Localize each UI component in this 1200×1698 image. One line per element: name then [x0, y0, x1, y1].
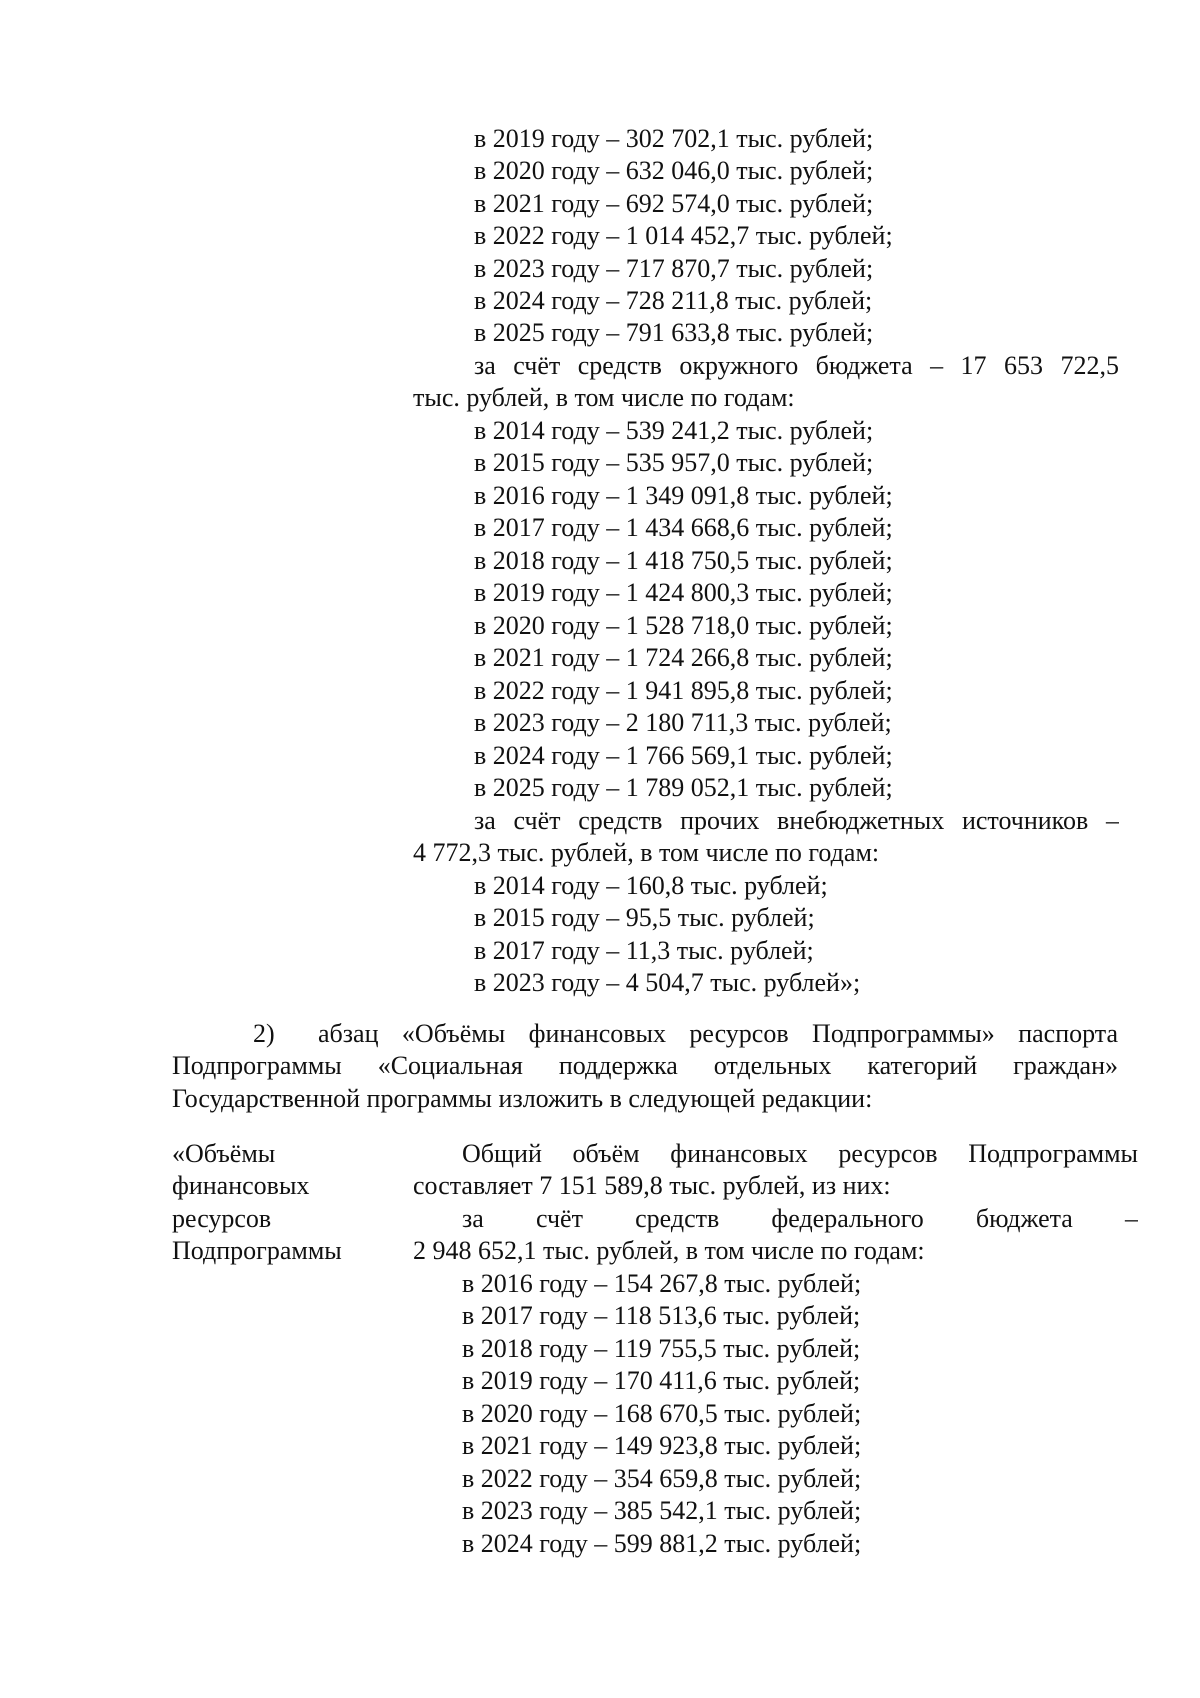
paragraph2-line2: Подпрограммы «Социальная поддержка отдельных категорий граждан»	[172, 1051, 1118, 1080]
year-line: в 2025 году – 1 789 052,1 тыс. рублей;	[474, 773, 893, 802]
year-line: в 2022 году – 354 659,8 тыс. рублей;	[462, 1464, 862, 1493]
year-line: в 2022 году – 1 941 895,8 тыс. рублей;	[474, 676, 893, 705]
year-line: в 2017 году – 118 513,6 тыс. рублей;	[462, 1301, 861, 1330]
year-line: в 2023 году – 385 542,1 тыс. рублей;	[462, 1496, 862, 1525]
year-line: в 2018 году – 119 755,5 тыс. рублей;	[462, 1334, 861, 1363]
year-line: в 2016 году – 154 267,8 тыс. рублей;	[462, 1269, 862, 1298]
year-line: в 2014 году – 160,8 тыс. рублей;	[474, 871, 828, 900]
year-line: в 2022 году – 1 014 452,7 тыс. рублей;	[474, 221, 893, 250]
year-line: в 2019 году – 1 424 800,3 тыс. рублей;	[474, 578, 893, 607]
year-line: в 2019 году – 170 411,6 тыс. рублей;	[462, 1366, 861, 1395]
year-line: в 2024 году – 728 211,8 тыс. рублей;	[474, 286, 873, 315]
total-volume-line2: составляет 7 151 589,8 тыс. рублей, из них:	[413, 1171, 891, 1200]
year-line: в 2016 году – 1 349 091,8 тыс. рублей;	[474, 481, 893, 510]
year-line: в 2015 году – 95,5 тыс. рублей;	[474, 903, 815, 932]
year-line: в 2015 году – 535 957,0 тыс. рублей;	[474, 448, 874, 477]
year-line: в 2020 году – 168 670,5 тыс. рублей;	[462, 1399, 862, 1428]
year-line: в 2020 году – 1 528 718,0 тыс. рублей;	[474, 611, 893, 640]
year-line: в 2023 году – 717 870,7 тыс. рублей;	[474, 254, 874, 283]
year-line: в 2021 году – 692 574,0 тыс. рублей;	[474, 189, 874, 218]
extra-budget-intro: за счёт средств прочих внебюджетных источников –	[474, 806, 1119, 835]
extra-budget-intro-cont: 4 772,3 тыс. рублей, в том числе по годам:	[413, 838, 880, 867]
year-line: в 2019 году – 302 702,1 тыс. рублей;	[474, 124, 874, 153]
year-line: в 2024 году – 1 766 569,1 тыс. рублей;	[474, 741, 893, 770]
year-line: в 2025 году – 791 633,8 тыс. рублей;	[474, 318, 874, 347]
year-line: в 2023 году – 2 180 711,3 тыс. рублей;	[474, 708, 892, 737]
year-line: в 2023 году – 4 504,7 тыс. рублей»;	[474, 968, 861, 997]
okr-budget-intro: за счёт средств окружного бюджета – 17 653 722,5	[474, 351, 1119, 380]
label-line: финансовых	[172, 1171, 310, 1200]
total-volume-line1: Общий объём финансовых ресурсов Подпрограммы	[462, 1139, 1138, 1168]
label-line: Подпрограммы	[172, 1236, 342, 1265]
year-line: в 2024 году – 599 881,2 тыс. рублей;	[462, 1529, 862, 1558]
year-line: в 2018 году – 1 418 750,5 тыс. рублей;	[474, 546, 893, 575]
paragraph2-line1: абзац «Объёмы финансовых ресурсов Подпрограммы» паспорта	[318, 1019, 1118, 1048]
year-line: в 2020 году – 632 046,0 тыс. рублей;	[474, 156, 874, 185]
year-line: в 2014 году – 539 241,2 тыс. рублей;	[474, 416, 874, 445]
federal-budget-line2: 2 948 652,1 тыс. рублей, в том числе по годам:	[413, 1236, 925, 1265]
year-line: в 2017 году – 1 434 668,6 тыс. рублей;	[474, 513, 893, 542]
federal-budget-line1: за счёт средств федерального бюджета –	[462, 1204, 1138, 1233]
paragraph2-line3: Государственной программы изложить в следующей редакции:	[172, 1084, 873, 1113]
year-line: в 2021 году – 149 923,8 тыс. рублей;	[462, 1431, 862, 1460]
year-line: в 2021 году – 1 724 266,8 тыс. рублей;	[474, 643, 893, 672]
label-line: ресурсов	[172, 1204, 272, 1233]
label-line: «Объёмы	[172, 1139, 276, 1168]
okr-budget-intro-cont: тыс. рублей, в том числе по годам:	[413, 383, 795, 412]
paragraph-number: 2)	[253, 1019, 275, 1048]
year-line: в 2017 году – 11,3 тыс. рублей;	[474, 936, 814, 965]
